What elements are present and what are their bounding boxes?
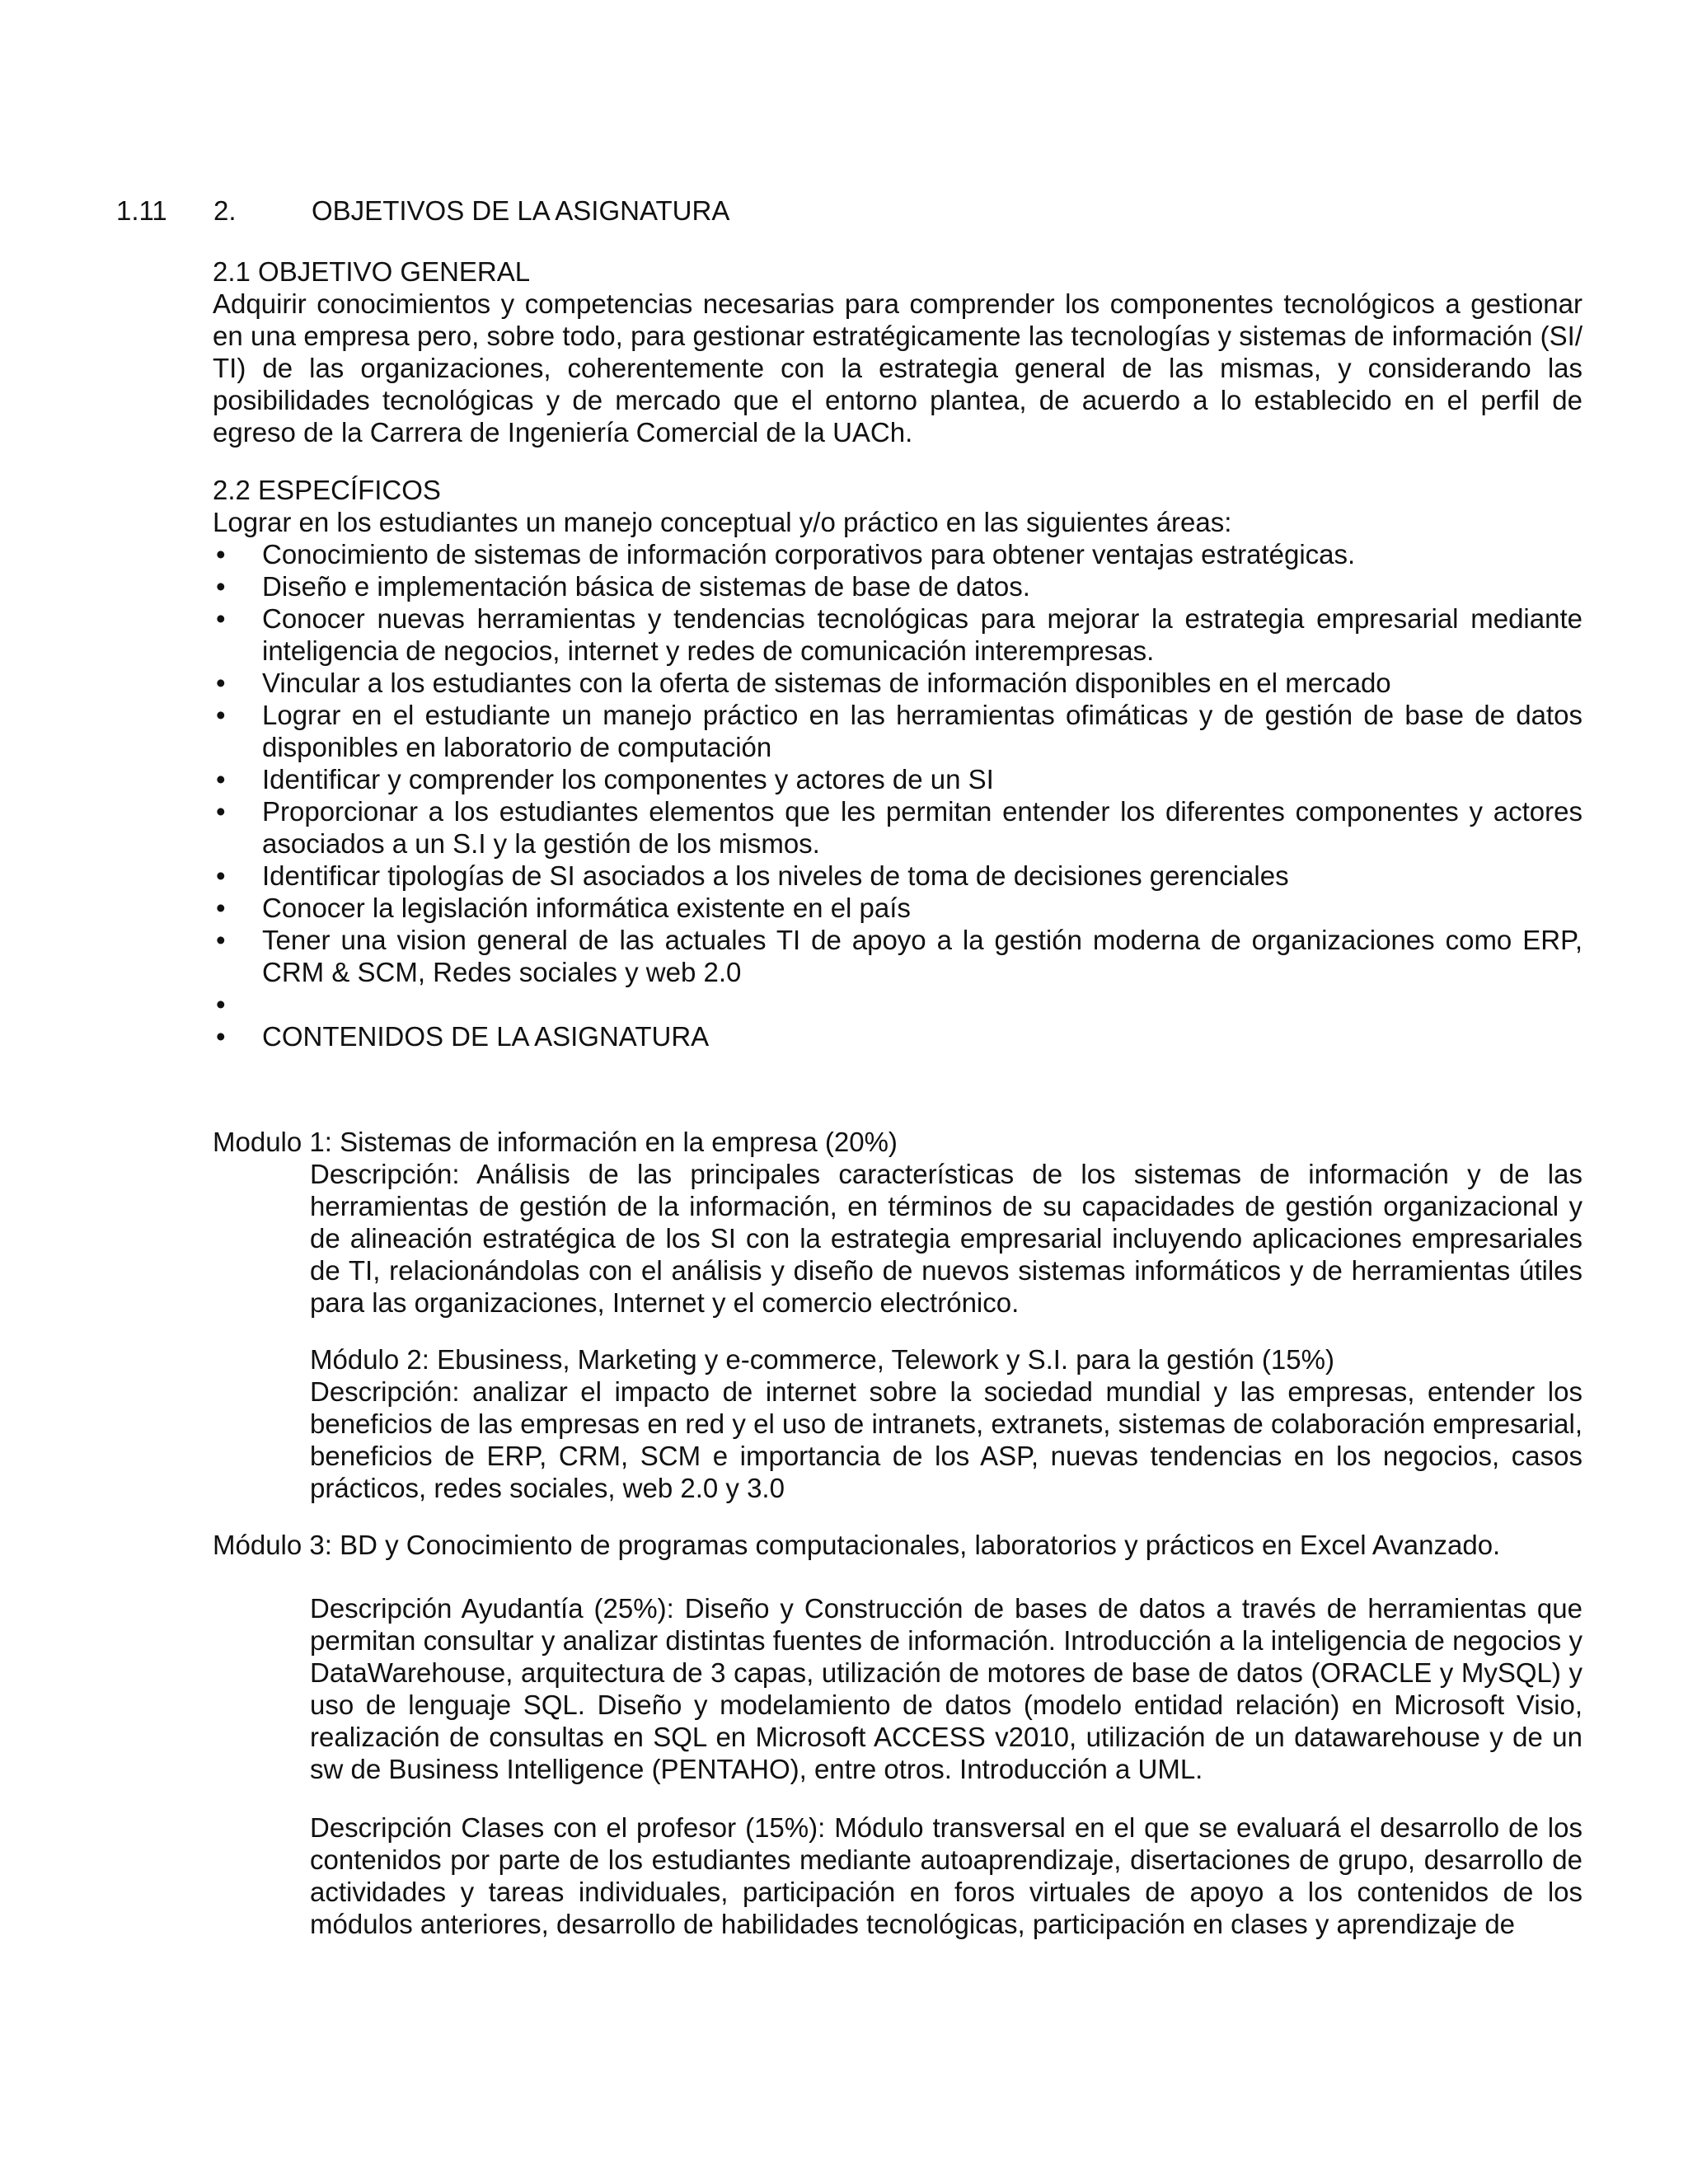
list-item <box>213 699 1582 763</box>
list-item-text: Identificar tipologías de SI asociados a los niveles de toma de decisiones gerenciales <box>262 860 1289 891</box>
list-item-text: Conocer nuevas herramientas y tendencias tecnológicas para mejorar la estrategia empresarial mediante inteligencia de negocios, internet y redes de comunicación interempresas. <box>262 603 1582 666</box>
list-item-text: Proporcionar a los estudiantes elementos que les permitan entender los diferentes componentes y actores asociados a un S.I y la gestión de los mismos. <box>262 796 1582 859</box>
list-item <box>213 763 1582 795</box>
especificos-list <box>213 538 1582 1052</box>
objetivo-general-section <box>213 255 1582 448</box>
heading-number: 2. <box>213 195 237 226</box>
bullet-icon: • <box>216 571 226 602</box>
modulo1-title-text: Modulo 1: Sistemas de información en la empresa (20%) <box>213 1127 898 1157</box>
list-item <box>213 1020 1582 1052</box>
especificos-title: 2.2 ESPECÍFICOS <box>213 475 441 505</box>
contenidos-heading: CONTENIDOS DE LA ASIGNATURA <box>262 1021 710 1052</box>
list-item <box>213 667 1582 699</box>
bullet-icon: • <box>216 764 226 794</box>
list-item-text: Tener una vision general de las actuales TI de apoyo a la gestión moderna de organizaciones como ERP, CRM & SCM, Redes sociales y web 2.0 <box>262 925 1582 987</box>
bullet-icon: • <box>216 603 226 634</box>
modulo2-description: Descripción: analizar el impacto de internet sobre la sociedad mundial y las empresas, entender los beneficios de las empresas en red y el uso de intranets, extranets, sistemas de colaboración empresarial, beneficios de ERP, CRM, SCM e importancia de los ASP, nuevas tendencias en los negocios, casos prácticos, redes sociales, web 2.0 y 3.0 <box>310 1376 1582 1503</box>
list-item <box>213 924 1582 988</box>
list-spacer <box>213 988 1582 1020</box>
modulo1-title <box>213 1126 1582 1158</box>
objetivo-general-text: Adquirir conocimientos y competencias necesarias para comprender los componentes tecnológicos a gestionar en una empresa pero, sobre todo, para gestionar estratégicamente las tecnologías y sistemas de información (SI/ TI) de las organizaciones, coherentemente con la estrategia general de las mismas, y considerando las posibilidades tecnológicas y de mercado que el entorno plantea, de acuerdo a lo establecido en el perfil de egreso de la Carrera de Ingeniería Comercial de la UACh. <box>213 288 1582 448</box>
bullet-icon: • <box>216 860 226 891</box>
modulo1-description: Descripción: Análisis de las principales características de los sistemas de información y de las herramientas de gestión de la información, en términos de su capacidades de gestión organizacional y de alineación estratégica de los SI con la estrategia empresarial incluyendo aplicaciones empresariales de TI, relacionándolas con el análisis y diseño de nuevos sistemas informáticos y de herramientas útiles para las organizaciones, Internet y el comercio electrónico. <box>310 1159 1582 1318</box>
modulo3-title-text: Módulo 3: BD y Conocimiento de programas computacionales, laboratorios y prácticos en Excel Avanzado. <box>213 1530 1501 1560</box>
especificos-intro: Lograr en los estudiantes un manejo conceptual y/o práctico en las siguientes áreas: <box>213 507 1232 537</box>
objetivo-general-title: 2.1 OBJETIVO GENERAL <box>213 256 531 287</box>
modulo3-title <box>213 1529 1582 1561</box>
list-item-text: Identificar y comprender los componentes y actores de un SI <box>262 764 994 794</box>
list-item <box>213 795 1582 860</box>
list-item <box>213 570 1582 602</box>
modulo3-ayudantia: Descripción Ayudantía (25%): Diseño y Construcción de bases de datos a través de herramientas que permitan consultar y analizar distintas fuentes de información. Introducción a la inteligencia de negocios y DataWarehouse, arquitectura de 3 capas, utilización de motores de base de datos (ORACLE y MySQL) y uso de lenguaje SQL. Diseño y modelamiento de datos (modelo entidad relación) en Microsoft Visio, realización de consultas en SQL en Microsoft ACCESS v2010, utilización de un datawarehouse y de un sw de Business Intelligence (PENTAHO), entre otros. Introducción a UML. <box>310 1593 1582 1784</box>
list-item-text: Conocer la legislación informática existente en el país <box>262 893 911 923</box>
bullet-icon: • <box>216 893 226 923</box>
bullet-icon: • <box>216 700 226 730</box>
heading-number-outline: 1.11 <box>116 195 167 226</box>
modulo2-title-text: Módulo 2: Ebusiness, Marketing y e-commerce, Telework y S.I. para la gestión (15%) <box>310 1344 1334 1375</box>
list-item-text: Vincular a los estudiantes con la oferta de sistemas de información disponibles en el mercado <box>262 668 1391 698</box>
bullet-icon: • <box>216 1021 226 1052</box>
modulo3-clases: Descripción Clases con el profesor (15%): Módulo transversal en el que se evaluará el desarrollo de los contenidos por parte de los estudiantes mediante autoaprendizaje, disertaciones de grupo, desarrollo de actividades y tareas individuales, participación en foros virtuales de apoyo a los contenidos de los módulos anteriores, desarrollo de habilidades tecnológicas, participación en clases y aprendizaje de <box>310 1812 1582 1939</box>
list-item-text: Conocimiento de sistemas de información corporativos para obtener ventajas estratégicas. <box>262 539 1356 569</box>
bullet-icon: • <box>216 989 226 1019</box>
modulo2-title <box>310 1343 1582 1376</box>
bullet-icon: • <box>216 796 226 827</box>
list-item <box>213 538 1582 570</box>
bullet-icon: • <box>216 668 226 698</box>
list-item-text: Diseño e implementación básica de sistemas de base de datos. <box>262 571 1030 602</box>
list-item <box>213 602 1582 667</box>
list-item-text: Lograr en el estudiante un manejo práctico en las herramientas ofimáticas y de gestión de base de datos disponibles en laboratorio de computación <box>262 700 1582 762</box>
heading-title: OBJETIVOS DE LA ASIGNATURA <box>312 195 730 226</box>
especificos-section <box>213 474 1582 1052</box>
section-heading <box>116 194 1583 227</box>
bullet-icon: • <box>216 925 226 955</box>
list-item <box>213 860 1582 892</box>
list-item <box>213 892 1582 924</box>
bullet-icon: • <box>216 539 226 569</box>
